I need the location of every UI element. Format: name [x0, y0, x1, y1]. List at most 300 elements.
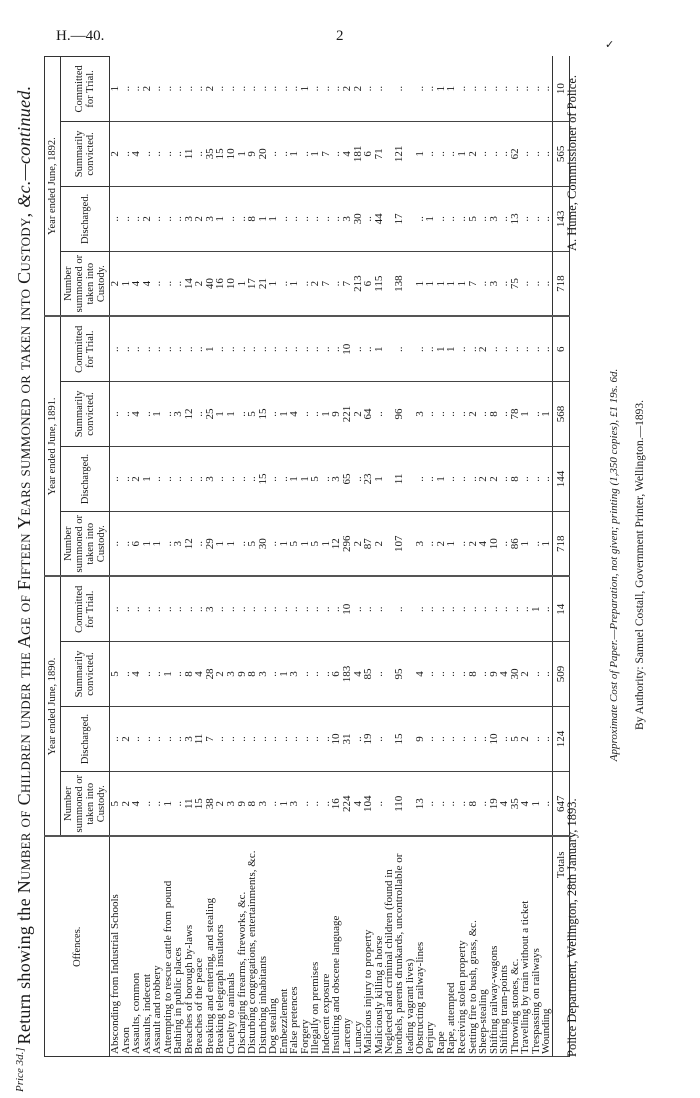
value-cell: .. [425, 707, 436, 772]
value-cell: .. [310, 772, 321, 837]
value-cell: 1 [205, 316, 216, 381]
value-cell: 31 [342, 707, 353, 772]
offence-name: Shifting railway-wagons [489, 837, 500, 1057]
value-cell: 10 [226, 251, 237, 316]
value-cell: .. [510, 316, 521, 381]
value-cell: 138 [384, 251, 415, 316]
value-cell: .. [226, 576, 237, 641]
value-cell: .. [363, 56, 374, 121]
offence-name: Wounding [541, 837, 552, 1057]
value-cell: .. [520, 446, 531, 511]
tick-mark: ✓ [605, 39, 615, 51]
offence-name: Illegally on premises [310, 837, 321, 1057]
offence-name: Breaking telegraph insulators [215, 837, 226, 1057]
value-cell: 1 [457, 121, 468, 186]
offence-name: Cruelty to animals [226, 837, 237, 1057]
table-row [499, 56, 510, 1056]
value-cell: 2 [205, 56, 216, 121]
table-row [342, 56, 353, 1056]
value-cell: .. [152, 56, 163, 121]
value-cell: .. [510, 576, 521, 641]
offence-name: Insulting and obscene language [331, 837, 342, 1057]
value-cell: 7 [468, 251, 479, 316]
value-cell: 2 [520, 707, 531, 772]
value-cell: .. [184, 446, 195, 511]
value-cell: 1 [279, 381, 290, 446]
value-cell: 2 [353, 56, 364, 121]
value-cell: 1 [226, 511, 237, 576]
value-cell: 8 [247, 186, 258, 251]
value-cell: 2 [121, 707, 132, 772]
value-cell: .. [531, 121, 542, 186]
value-cell: .. [425, 511, 436, 576]
value-cell: 4 [131, 121, 142, 186]
subheader-cell: Number summoned or taken into Custody. [61, 251, 110, 316]
value-cell: 14 [184, 251, 195, 316]
value-cell: 2 [468, 121, 479, 186]
value-cell: .. [152, 772, 163, 837]
total-cell: 647 [552, 772, 570, 837]
value-cell: .. [279, 251, 290, 316]
value-cell: .. [321, 316, 332, 381]
total-cell: 14 [552, 576, 570, 641]
total-cell: 509 [552, 642, 570, 707]
value-cell: .. [131, 316, 142, 381]
offence-name: Neglected and criminal children (found in brothels, parents drunkards, uncontrollable or leading vagrant lives) [384, 837, 415, 1057]
offence-name: Maliciously killing a horse [374, 837, 385, 1057]
subheader-cell: Discharged. [61, 186, 110, 251]
value-cell: .. [173, 316, 184, 381]
offence-name: Rape, attempted [446, 837, 457, 1057]
value-cell: .. [331, 251, 342, 316]
value-cell: 181 [353, 121, 364, 186]
value-cell: 5 [310, 446, 321, 511]
value-cell: 28 [205, 642, 216, 707]
year-1890-header: Year ended June, 1890. [45, 576, 61, 836]
value-cell: .. [384, 56, 415, 121]
value-cell: 4 [194, 642, 205, 707]
value-cell: .. [121, 576, 132, 641]
cost-note: Approximate Cost of Paper.—Preparation, not given; printing (1,350 copies), £1 19s. 6d. [608, 368, 620, 762]
value-cell: 1 [300, 511, 311, 576]
value-cell: .. [173, 121, 184, 186]
value-cell: .. [237, 316, 248, 381]
total-cell: 6 [552, 316, 570, 381]
subheader-cell: Summarily convicted. [61, 121, 110, 186]
table-row [205, 56, 216, 1056]
value-cell: .. [215, 707, 226, 772]
value-cell: 1 [152, 381, 163, 446]
value-cell: .. [425, 381, 436, 446]
title-main: Number of Children under the Age of Fifteen Years summoned or taken into Custody, [14, 212, 34, 894]
value-cell: 11 [184, 121, 195, 186]
value-cell: .. [499, 316, 510, 381]
value-cell: .. [425, 446, 436, 511]
value-cell: .. [321, 186, 332, 251]
value-cell: 1 [237, 251, 248, 316]
value-cell: 1 [531, 772, 542, 837]
value-cell: .. [268, 511, 279, 576]
value-cell: 12 [331, 511, 342, 576]
value-cell: .. [425, 56, 436, 121]
value-cell: 4 [131, 642, 142, 707]
value-cell: .. [289, 707, 300, 772]
value-cell: .. [215, 316, 226, 381]
value-cell: 85 [363, 642, 374, 707]
value-cell: 4 [415, 642, 426, 707]
value-cell: .. [531, 642, 542, 707]
value-cell: .. [142, 316, 153, 381]
value-cell: 2 [142, 186, 153, 251]
value-cell: 4 [142, 251, 153, 316]
value-cell: .. [478, 642, 489, 707]
offence-name: Sheep-stealing [478, 837, 489, 1057]
value-cell: 15 [194, 772, 205, 837]
value-cell: 19 [363, 707, 374, 772]
footer-line [565, 57, 580, 1057]
value-cell: .. [142, 576, 153, 641]
value-cell: .. [489, 56, 500, 121]
value-cell: .. [531, 56, 542, 121]
value-cell: .. [478, 56, 489, 121]
value-cell: .. [226, 316, 237, 381]
table-row [520, 56, 531, 1056]
value-cell: .. [541, 56, 552, 121]
value-cell: 1 [289, 251, 300, 316]
value-cell: .. [300, 576, 311, 641]
value-cell: 15 [215, 121, 226, 186]
page-title [14, 65, 35, 1065]
value-cell: .. [237, 381, 248, 446]
value-cell: .. [425, 576, 436, 641]
value-cell: .. [110, 446, 121, 511]
value-cell: 115 [374, 251, 385, 316]
value-cell: .. [415, 186, 426, 251]
title-prefix: Return showing the [14, 898, 34, 1045]
value-cell: .. [110, 576, 121, 641]
value-cell: 20 [258, 121, 269, 186]
value-cell: 2 [489, 446, 500, 511]
value-cell: 75 [510, 251, 521, 316]
table-row [363, 56, 374, 1056]
value-cell: 9 [489, 642, 500, 707]
table-row [446, 56, 457, 1056]
table-row [163, 56, 174, 1056]
value-cell: .. [510, 56, 521, 121]
value-cell: 1 [289, 121, 300, 186]
value-cell: .. [289, 186, 300, 251]
table-row [215, 56, 226, 1056]
value-cell: 2 [215, 772, 226, 837]
value-cell: .. [152, 316, 163, 381]
offence-name: Obstructing railway-lines [415, 837, 426, 1057]
value-cell: 1 [300, 56, 311, 121]
printer-authority: By Authority: Samuel Costall, Government Printer, Wellington.—1893. [634, 400, 646, 730]
value-cell: 224 [342, 772, 353, 837]
value-cell: .. [194, 121, 205, 186]
value-cell: 6 [363, 121, 374, 186]
value-cell: .. [173, 446, 184, 511]
value-cell: .. [226, 186, 237, 251]
subheader-cell: Committed for Trial. [61, 56, 110, 121]
value-cell: 17 [384, 186, 415, 251]
value-cell: 1 [121, 251, 132, 316]
value-cell: 4 [289, 381, 300, 446]
value-cell: .. [279, 446, 290, 511]
value-cell: 95 [384, 642, 415, 707]
value-cell: 1 [289, 446, 300, 511]
value-cell: 9 [237, 772, 248, 837]
offence-name: Breaches of borough by-laws [184, 837, 195, 1057]
value-cell: .. [520, 121, 531, 186]
value-cell: .. [258, 316, 269, 381]
value-cell: .. [152, 251, 163, 316]
value-cell: 1 [425, 186, 436, 251]
value-cell: .. [163, 707, 174, 772]
value-cell: 3 [289, 642, 300, 707]
value-cell: 5 [110, 772, 121, 837]
value-cell: .. [499, 576, 510, 641]
value-cell: 3 [331, 446, 342, 511]
value-cell: .. [163, 511, 174, 576]
value-cell: .. [446, 707, 457, 772]
value-cell: 104 [363, 772, 374, 837]
value-cell: .. [541, 772, 552, 837]
value-cell: .. [121, 446, 132, 511]
value-cell: .. [173, 186, 184, 251]
value-cell: 221 [342, 381, 353, 446]
value-cell: .. [142, 642, 153, 707]
total-cell: 568 [552, 381, 570, 446]
value-cell: .. [457, 316, 468, 381]
value-cell: .. [457, 576, 468, 641]
value-cell: .. [300, 121, 311, 186]
value-cell: 86 [510, 511, 521, 576]
value-cell: .. [541, 251, 552, 316]
value-cell: 35 [510, 772, 521, 837]
value-cell: .. [321, 707, 332, 772]
value-cell: .. [374, 381, 385, 446]
value-cell: 110 [384, 772, 415, 837]
value-cell: .. [446, 576, 457, 641]
value-cell: 2 [131, 446, 142, 511]
offence-name: Travelling by train without a ticket [520, 837, 531, 1057]
value-cell: .. [194, 511, 205, 576]
value-cell: 30 [258, 511, 269, 576]
value-cell: 2 [215, 642, 226, 707]
value-cell: 5 [110, 642, 121, 707]
value-cell: 3 [226, 772, 237, 837]
price-note: Price 3d.] [14, 1047, 26, 1092]
offence-name: Breaches of the peace [194, 837, 205, 1057]
value-cell: .. [425, 121, 436, 186]
value-cell: .. [152, 642, 163, 707]
offence-name: Indecent exposure [321, 837, 332, 1057]
value-cell: .. [374, 56, 385, 121]
value-cell: 23 [363, 446, 374, 511]
value-cell: .. [131, 186, 142, 251]
value-cell: .. [247, 446, 258, 511]
value-cell: 3 [226, 642, 237, 707]
total-cell: 144 [552, 446, 570, 511]
value-cell: 9 [331, 381, 342, 446]
value-cell: 3 [342, 186, 353, 251]
total-cell: 143 [552, 186, 570, 251]
value-cell: .. [478, 121, 489, 186]
offence-name: Trespassing on railways [531, 837, 542, 1057]
value-cell: 6 [363, 251, 374, 316]
value-cell: .. [478, 576, 489, 641]
value-cell: .. [436, 121, 447, 186]
value-cell: 4 [131, 381, 142, 446]
value-cell: 8 [468, 772, 479, 837]
offence-name: Rape [436, 837, 447, 1057]
total-cell: 565 [552, 121, 570, 186]
value-cell: .. [520, 576, 531, 641]
value-cell: .. [310, 381, 321, 446]
value-cell: .. [215, 576, 226, 641]
value-cell: 1 [415, 251, 426, 316]
value-cell: 1 [215, 511, 226, 576]
subheader-cell: Number summoned or taken into Custody. [61, 772, 110, 837]
value-cell: .. [499, 511, 510, 576]
table-row [478, 56, 489, 1056]
value-cell: .. [289, 56, 300, 121]
value-cell: 1 [446, 316, 457, 381]
value-cell: .. [152, 121, 163, 186]
value-cell: 38 [205, 772, 216, 837]
value-cell: .. [499, 381, 510, 446]
value-cell: .. [152, 446, 163, 511]
value-cell: .. [384, 316, 415, 381]
value-cell: .. [121, 186, 132, 251]
value-cell: 10 [226, 121, 237, 186]
value-cell: .. [489, 121, 500, 186]
value-cell: .. [268, 56, 279, 121]
value-cell: 10 [342, 316, 353, 381]
value-cell: .. [226, 446, 237, 511]
value-cell: .. [468, 56, 479, 121]
total-cell: 718 [552, 251, 570, 316]
value-cell: .. [121, 121, 132, 186]
value-cell: 1 [268, 251, 279, 316]
value-cell: 3 [415, 511, 426, 576]
value-cell: 15 [258, 381, 269, 446]
value-cell: 1 [541, 381, 552, 446]
value-cell: .. [279, 707, 290, 772]
value-cell: .. [531, 381, 542, 446]
value-cell: .. [331, 56, 342, 121]
subheader-cell: Summarily convicted. [61, 381, 110, 446]
offence-name: Discharging firearms, fireworks, &c. [237, 837, 248, 1057]
value-cell: 3 [205, 576, 216, 641]
value-cell: .. [152, 707, 163, 772]
value-cell: 4 [499, 772, 510, 837]
value-cell: .. [268, 381, 279, 446]
value-cell: 8 [510, 446, 521, 511]
value-cell: .. [331, 576, 342, 641]
value-cell: 1 [436, 251, 447, 316]
value-cell: .. [226, 707, 237, 772]
value-cell: 87 [363, 511, 374, 576]
value-cell: 1 [374, 446, 385, 511]
value-cell: .. [121, 381, 132, 446]
value-cell: .. [173, 642, 184, 707]
value-cell: 44 [374, 186, 385, 251]
value-cell: 1 [374, 316, 385, 381]
value-cell: 16 [215, 251, 226, 316]
value-cell: .. [110, 707, 121, 772]
offence-name: Arson [121, 837, 132, 1057]
value-cell: .. [499, 707, 510, 772]
value-cell: .. [268, 642, 279, 707]
value-cell: 1 [446, 56, 457, 121]
value-cell: .. [436, 576, 447, 641]
value-cell: .. [237, 511, 248, 576]
value-cell: 1 [415, 121, 426, 186]
value-cell: .. [541, 642, 552, 707]
table-row [415, 56, 426, 1056]
value-cell: 1 [446, 251, 457, 316]
table-row [300, 56, 311, 1056]
value-cell: .. [425, 316, 436, 381]
value-cell: .. [468, 707, 479, 772]
value-cell: .. [268, 576, 279, 641]
value-cell: .. [457, 642, 468, 707]
value-cell: .. [121, 642, 132, 707]
table-row [268, 56, 279, 1056]
value-cell: .. [194, 446, 205, 511]
value-cell: 213 [353, 251, 364, 316]
value-cell: 6 [131, 511, 142, 576]
value-cell: .. [457, 772, 468, 837]
value-cell: .. [121, 316, 132, 381]
value-cell: 25 [205, 381, 216, 446]
value-cell: .. [131, 56, 142, 121]
value-cell: .. [489, 316, 500, 381]
value-cell: .. [173, 707, 184, 772]
value-cell: 12 [184, 381, 195, 446]
value-cell: 4 [131, 772, 142, 837]
value-cell: .. [499, 56, 510, 121]
value-cell: 65 [342, 446, 353, 511]
value-cell: .. [531, 707, 542, 772]
offence-name: Dog stealing [268, 837, 279, 1057]
table-row [121, 56, 132, 1056]
value-cell: .. [321, 56, 332, 121]
value-cell: .. [173, 251, 184, 316]
value-cell: .. [374, 576, 385, 641]
value-cell: 2 [121, 772, 132, 837]
value-cell: .. [531, 251, 542, 316]
value-cell: 296 [342, 511, 353, 576]
value-cell: 62 [510, 121, 521, 186]
value-cell: 6 [331, 642, 342, 707]
value-cell: .. [353, 446, 364, 511]
value-cell: .. [310, 186, 321, 251]
table-row [279, 56, 290, 1056]
value-cell: 1 [446, 511, 457, 576]
value-cell: 10 [342, 576, 353, 641]
subheader-cell: Summarily convicted. [61, 642, 110, 707]
signature: A. Hume, Commissioner of Police. [565, 75, 579, 252]
value-cell: .. [110, 316, 121, 381]
value-cell: .. [110, 511, 121, 576]
value-cell: .. [478, 186, 489, 251]
value-cell: .. [184, 316, 195, 381]
value-cell: .. [237, 186, 248, 251]
offence-name: Breaking and entering, and stealing [205, 837, 216, 1057]
